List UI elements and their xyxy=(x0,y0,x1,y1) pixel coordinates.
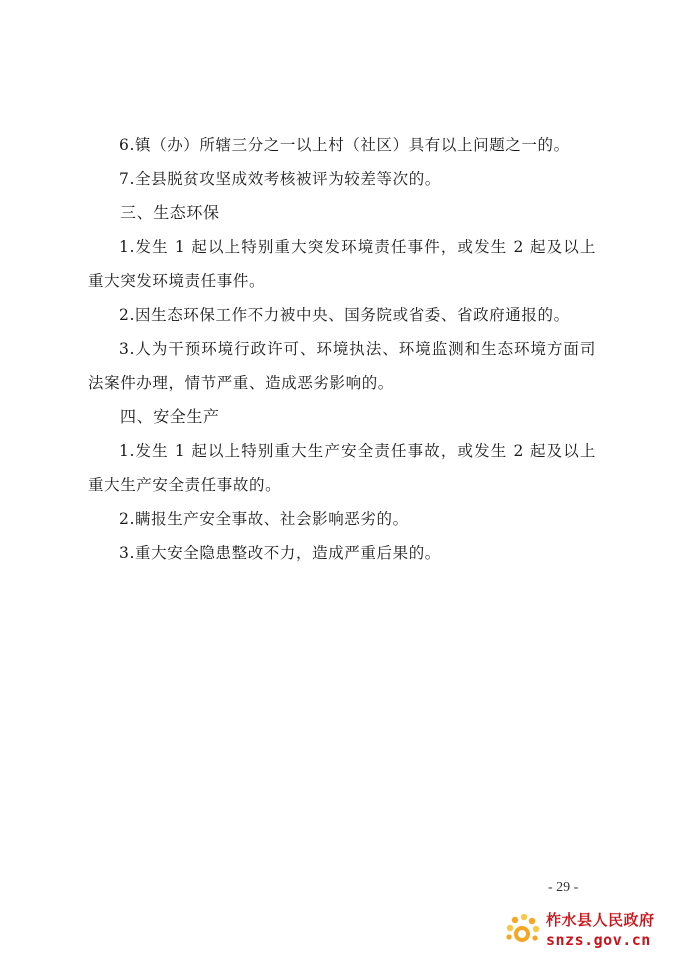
paragraph-safety-3: 3.重大安全隐患整改不力，造成严重后果的。 xyxy=(119,544,441,562)
watermark-title: 柞水县人民政府 xyxy=(546,911,655,929)
document-body xyxy=(88,128,596,570)
paragraph-ecology-2: 2.因生态环保工作不力被中央、国务院或省委、省政府通报的。 xyxy=(119,306,570,324)
paragraph-safety-1: 1.发生 1 起以上特别重大生产安全责任事故，或发生 2 起及以上重大生产安全责任事故的。 xyxy=(88,442,596,494)
watermark xyxy=(502,905,670,955)
paragraph-item-6: 6.镇（办）所辖三分之一以上村（社区）具有以上问题之一的。 xyxy=(119,136,570,154)
sun-logo-icon xyxy=(502,910,542,950)
paragraph-ecology-3: 3.人为干预环境行政许可、环境执法、环境监测和生态环境方面司法案件办理，情节严重、造成恶劣影响的。 xyxy=(88,340,596,392)
watermark-url: snzs.gov.cn xyxy=(546,931,651,949)
section-heading-ecology: 三、生态环保 xyxy=(120,203,220,222)
paragraph-item-7: 7.全县脱贫攻坚成效考核被评为较差等次的。 xyxy=(119,170,441,188)
paragraph-ecology-1: 1.发生 1 起以上特别重大突发环境责任事件，或发生 2 起及以上重大突发环境责任事件。 xyxy=(88,238,596,290)
section-heading-safety: 四、安全生产 xyxy=(120,407,220,426)
paragraph-safety-2: 2.瞒报生产安全事故、社会影响恶劣的。 xyxy=(119,510,409,528)
page-number: - 29 - xyxy=(548,880,579,895)
